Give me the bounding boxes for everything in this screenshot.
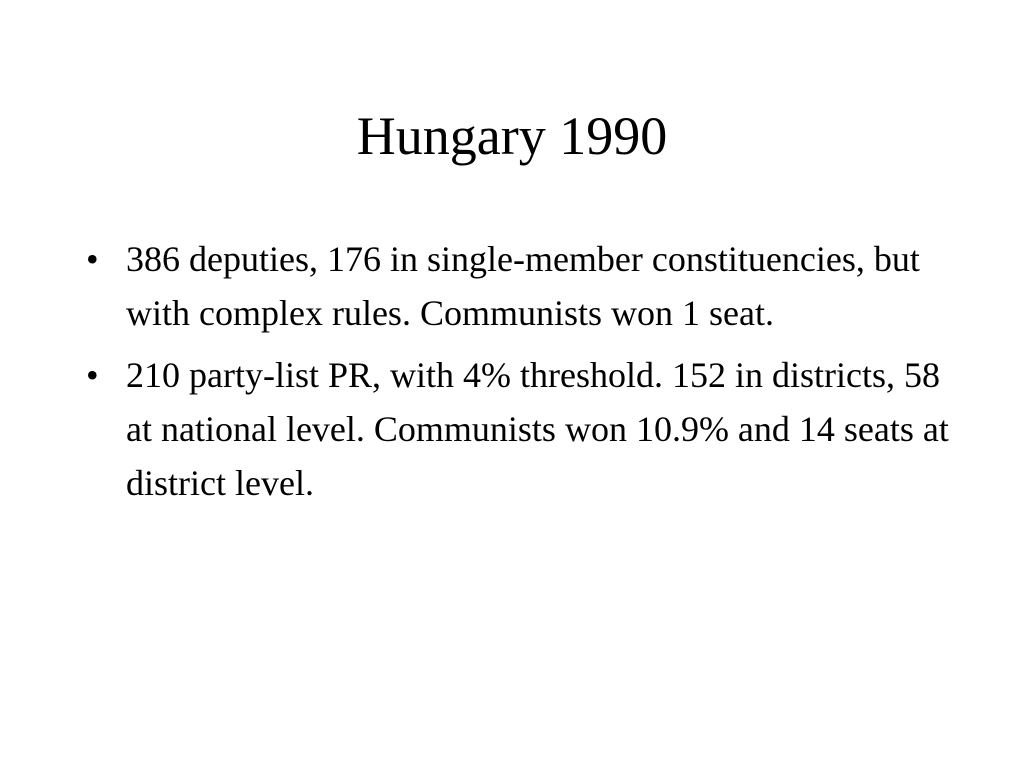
- bullet-item: [86, 232, 966, 340]
- bullet-text: 386 deputies, 176 in single-member constituencies, but with complex rules. Communists won 1 seat.: [126, 239, 920, 333]
- bullet-text: 210 party-list PR, with 4% threshold. 152 in districts, 58 at national level. Communists won 10.9% and 14 seats at district level.: [126, 355, 949, 503]
- slide-title: Hungary 1990: [356, 106, 668, 166]
- bullet-item: [86, 348, 966, 510]
- bullet-list: [86, 232, 966, 518]
- bullet-icon: •: [86, 239, 99, 279]
- bullet-icon: •: [86, 355, 99, 395]
